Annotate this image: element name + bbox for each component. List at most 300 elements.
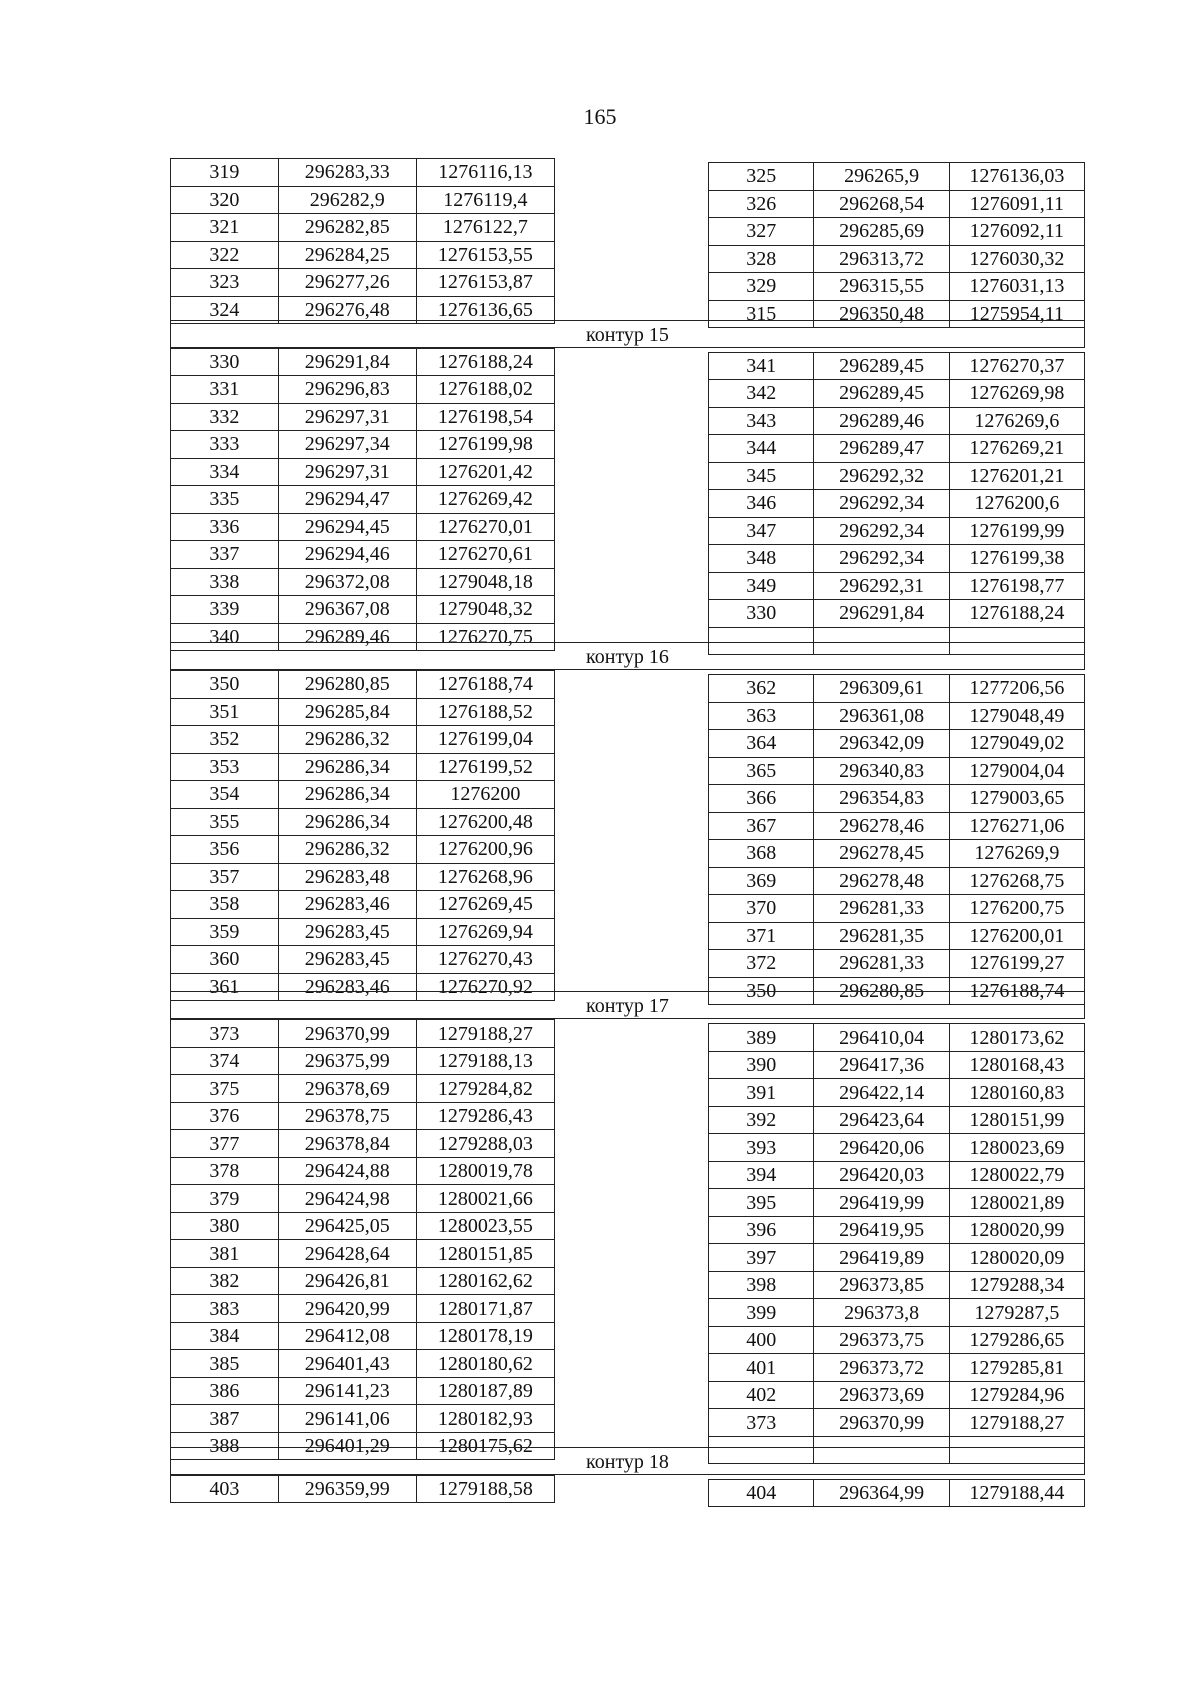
table-row bbox=[709, 1024, 1085, 1052]
point-number-cell: 349 bbox=[709, 572, 814, 600]
point-number-cell: 346 bbox=[709, 490, 814, 518]
y-coordinate-cell: 1280021,89 bbox=[949, 1189, 1084, 1217]
table-row bbox=[171, 891, 555, 919]
x-coordinate-cell: 296283,45 bbox=[278, 946, 416, 974]
point-number-cell: 365 bbox=[709, 757, 814, 785]
right-coordinate-table bbox=[708, 352, 1085, 656]
point-number-cell: 328 bbox=[709, 245, 814, 273]
page-number: 165 bbox=[583, 104, 617, 129]
y-coordinate-cell: 1280171,87 bbox=[416, 1295, 554, 1323]
table-row bbox=[171, 1322, 555, 1350]
point-number-cell: 356 bbox=[171, 836, 279, 864]
x-coordinate-cell: 296297,34 bbox=[278, 431, 416, 459]
y-coordinate-cell: 1276116,13 bbox=[416, 159, 554, 187]
x-coordinate-cell: 296420,06 bbox=[814, 1134, 949, 1162]
y-coordinate-cell: 1280020,99 bbox=[949, 1216, 1084, 1244]
table-row bbox=[171, 1157, 555, 1185]
x-coordinate-cell: 296417,36 bbox=[814, 1051, 949, 1079]
table-row bbox=[709, 1381, 1085, 1409]
point-number-cell: 393 bbox=[709, 1134, 814, 1162]
point-number-cell: 388 bbox=[171, 1432, 279, 1460]
contour-section bbox=[170, 642, 1085, 1002]
y-coordinate-cell: 1279286,43 bbox=[416, 1102, 554, 1130]
point-number-cell: 347 bbox=[709, 517, 814, 545]
right-coordinate-table bbox=[708, 162, 1085, 328]
x-coordinate-cell: 296286,32 bbox=[278, 726, 416, 754]
y-coordinate-cell: 1279048,18 bbox=[416, 568, 554, 596]
y-coordinate-cell: 1279003,65 bbox=[949, 785, 1084, 813]
x-coordinate-cell: 296281,35 bbox=[814, 922, 949, 950]
point-number-cell: 336 bbox=[171, 513, 279, 541]
y-coordinate-cell: 1276199,04 bbox=[416, 726, 554, 754]
table-row bbox=[709, 407, 1085, 435]
table-row bbox=[171, 1075, 555, 1103]
y-coordinate-cell: 1276200,75 bbox=[949, 895, 1084, 923]
y-coordinate-cell: 1275954,11 bbox=[949, 300, 1084, 328]
table-row bbox=[709, 702, 1085, 730]
y-coordinate-cell: 1276031,13 bbox=[949, 273, 1084, 301]
y-coordinate-cell: 1279288,03 bbox=[416, 1130, 554, 1158]
table-row bbox=[171, 726, 555, 754]
x-coordinate-cell: 296315,55 bbox=[814, 273, 949, 301]
x-coordinate-cell: 296286,32 bbox=[278, 836, 416, 864]
point-number-cell: 368 bbox=[709, 840, 814, 868]
point-number-cell: 339 bbox=[171, 596, 279, 624]
point-number-cell: 345 bbox=[709, 462, 814, 490]
table-row bbox=[171, 1130, 555, 1158]
x-coordinate-cell: 296410,04 bbox=[814, 1024, 949, 1052]
x-coordinate-cell: 296292,34 bbox=[814, 490, 949, 518]
point-number-cell: 401 bbox=[709, 1354, 814, 1382]
point-number-cell: 403 bbox=[171, 1475, 279, 1503]
point-number-cell: 337 bbox=[171, 541, 279, 569]
y-coordinate-cell: 1276030,32 bbox=[949, 245, 1084, 273]
y-coordinate-cell: 1276199,99 bbox=[949, 517, 1084, 545]
point-number-cell: 334 bbox=[171, 458, 279, 486]
table-row bbox=[709, 545, 1085, 573]
table-row bbox=[709, 1299, 1085, 1327]
x-coordinate-cell: 296401,29 bbox=[278, 1432, 416, 1460]
x-coordinate-cell: 296289,45 bbox=[814, 352, 949, 380]
table-row bbox=[171, 863, 555, 891]
y-coordinate-cell: 1280023,69 bbox=[949, 1134, 1084, 1162]
y-coordinate-cell: 1276136,65 bbox=[416, 296, 554, 324]
table-row bbox=[709, 1354, 1085, 1382]
table-row bbox=[171, 269, 555, 297]
left-coordinate-table bbox=[170, 1475, 555, 1504]
contour-section bbox=[170, 158, 1085, 325]
y-coordinate-cell: 1279287,5 bbox=[949, 1299, 1084, 1327]
x-coordinate-cell: 296424,98 bbox=[278, 1185, 416, 1213]
table-row bbox=[171, 753, 555, 781]
contour-section bbox=[170, 320, 1085, 648]
left-coordinate-table bbox=[170, 348, 555, 652]
x-coordinate-cell: 296141,06 bbox=[278, 1405, 416, 1433]
y-coordinate-cell: 1279049,02 bbox=[949, 730, 1084, 758]
y-coordinate-cell: 1276092,11 bbox=[949, 218, 1084, 246]
point-number-cell: 357 bbox=[171, 863, 279, 891]
point-number-cell: 331 bbox=[171, 376, 279, 404]
y-coordinate-cell: 1276198,77 bbox=[949, 572, 1084, 600]
x-coordinate-cell: 296281,33 bbox=[814, 895, 949, 923]
y-coordinate-cell: 1280151,85 bbox=[416, 1240, 554, 1268]
y-coordinate-cell: 1276269,42 bbox=[416, 486, 554, 514]
point-number-cell: 325 bbox=[709, 163, 814, 191]
table-row bbox=[709, 245, 1085, 273]
x-coordinate-cell: 296423,64 bbox=[814, 1106, 949, 1134]
y-coordinate-cell: 1276188,02 bbox=[416, 376, 554, 404]
point-number-cell: 387 bbox=[171, 1405, 279, 1433]
point-number-cell: 381 bbox=[171, 1240, 279, 1268]
y-coordinate-cell: 1276270,01 bbox=[416, 513, 554, 541]
table-row bbox=[709, 812, 1085, 840]
x-coordinate-cell: 296265,9 bbox=[814, 163, 949, 191]
y-coordinate-cell: 1280023,55 bbox=[416, 1212, 554, 1240]
contour-section bbox=[170, 1447, 1085, 1504]
table-row bbox=[709, 572, 1085, 600]
contour-section bbox=[170, 991, 1085, 1458]
table-row bbox=[709, 1271, 1085, 1299]
y-coordinate-cell: 1276201,21 bbox=[949, 462, 1084, 490]
table-row bbox=[709, 1244, 1085, 1272]
x-coordinate-cell: 296281,33 bbox=[814, 950, 949, 978]
coordinate-tables bbox=[170, 158, 1085, 1504]
table-row bbox=[171, 781, 555, 809]
right-coordinate-table bbox=[708, 1479, 1085, 1508]
right-coordinate-table bbox=[708, 1023, 1085, 1464]
table-row bbox=[171, 596, 555, 624]
x-coordinate-cell: 296309,61 bbox=[814, 675, 949, 703]
point-number-cell: 319 bbox=[171, 159, 279, 187]
table-row bbox=[709, 950, 1085, 978]
table-row bbox=[709, 1106, 1085, 1134]
x-coordinate-cell: 296277,26 bbox=[278, 269, 416, 297]
point-number-cell: 330 bbox=[171, 348, 279, 376]
table-row bbox=[709, 785, 1085, 813]
table-row bbox=[171, 403, 555, 431]
table-row bbox=[171, 241, 555, 269]
contour-heading: контур 18 bbox=[170, 1447, 1085, 1475]
point-number-cell: 344 bbox=[709, 435, 814, 463]
x-coordinate-cell: 296313,72 bbox=[814, 245, 949, 273]
point-number-cell: 327 bbox=[709, 218, 814, 246]
point-number-cell: 362 bbox=[709, 675, 814, 703]
y-coordinate-cell: 1276268,96 bbox=[416, 863, 554, 891]
y-coordinate-cell: 1276270,92 bbox=[416, 973, 554, 1001]
table-row bbox=[709, 867, 1085, 895]
x-coordinate-cell: 296294,47 bbox=[278, 486, 416, 514]
y-coordinate-cell: 1279285,81 bbox=[949, 1354, 1084, 1382]
point-number-cell: 330 bbox=[709, 600, 814, 628]
y-coordinate-cell: 1276198,54 bbox=[416, 403, 554, 431]
y-coordinate-cell: 1276199,38 bbox=[949, 545, 1084, 573]
point-number-cell: 332 bbox=[171, 403, 279, 431]
point-number-cell: 350 bbox=[709, 977, 814, 1005]
y-coordinate-cell: 1280022,79 bbox=[949, 1161, 1084, 1189]
table-row bbox=[171, 671, 555, 699]
y-coordinate-cell: 1276119,4 bbox=[416, 186, 554, 214]
table-row bbox=[709, 190, 1085, 218]
y-coordinate-cell: 1279048,32 bbox=[416, 596, 554, 624]
y-coordinate-cell: 1280162,62 bbox=[416, 1267, 554, 1295]
y-coordinate-cell: 1276269,9 bbox=[949, 840, 1084, 868]
table-row bbox=[171, 458, 555, 486]
table-row bbox=[171, 1295, 555, 1323]
x-coordinate-cell: 296424,88 bbox=[278, 1157, 416, 1185]
x-coordinate-cell: 296292,31 bbox=[814, 572, 949, 600]
y-coordinate-cell: 1280173,62 bbox=[949, 1024, 1084, 1052]
point-number-cell: 324 bbox=[171, 296, 279, 324]
x-coordinate-cell: 296282,85 bbox=[278, 214, 416, 242]
point-number-cell: 380 bbox=[171, 1212, 279, 1240]
table-row bbox=[171, 918, 555, 946]
point-number-cell: 390 bbox=[709, 1051, 814, 1079]
y-coordinate-cell: 1276188,74 bbox=[949, 977, 1084, 1005]
table-row bbox=[709, 840, 1085, 868]
y-coordinate-cell: 1276200,01 bbox=[949, 922, 1084, 950]
point-number-cell: 361 bbox=[171, 973, 279, 1001]
x-coordinate-cell: 296292,34 bbox=[814, 517, 949, 545]
left-coordinate-table bbox=[170, 1019, 555, 1460]
y-coordinate-cell: 1280168,43 bbox=[949, 1051, 1084, 1079]
table-row bbox=[709, 1051, 1085, 1079]
x-coordinate-cell: 296373,85 bbox=[814, 1271, 949, 1299]
x-coordinate-cell: 296401,43 bbox=[278, 1350, 416, 1378]
left-coordinate-table bbox=[170, 158, 555, 324]
point-number-cell: 374 bbox=[171, 1047, 279, 1075]
table-row bbox=[171, 376, 555, 404]
y-coordinate-cell: 1279188,27 bbox=[949, 1409, 1084, 1437]
point-number-cell: 353 bbox=[171, 753, 279, 781]
x-coordinate-cell: 296268,54 bbox=[814, 190, 949, 218]
x-coordinate-cell: 296278,46 bbox=[814, 812, 949, 840]
table-row bbox=[709, 1189, 1085, 1217]
table-row bbox=[171, 541, 555, 569]
table-row bbox=[171, 513, 555, 541]
point-number-cell: 372 bbox=[709, 950, 814, 978]
y-coordinate-cell: 1276269,45 bbox=[416, 891, 554, 919]
table-row bbox=[709, 1326, 1085, 1354]
point-number-cell: 397 bbox=[709, 1244, 814, 1272]
point-number-cell: 373 bbox=[171, 1020, 279, 1048]
y-coordinate-cell: 1279286,65 bbox=[949, 1326, 1084, 1354]
contour-heading: контур 17 bbox=[170, 991, 1085, 1019]
table-row bbox=[171, 1475, 555, 1503]
point-number-cell: 363 bbox=[709, 702, 814, 730]
y-coordinate-cell: 1279188,13 bbox=[416, 1047, 554, 1075]
contour-heading: контур 15 bbox=[170, 320, 1085, 348]
point-number-cell: 320 bbox=[171, 186, 279, 214]
point-number-cell: 369 bbox=[709, 867, 814, 895]
x-coordinate-cell: 296282,9 bbox=[278, 186, 416, 214]
x-coordinate-cell: 296276,48 bbox=[278, 296, 416, 324]
x-coordinate-cell: 296378,84 bbox=[278, 1130, 416, 1158]
y-coordinate-cell: 1279288,34 bbox=[949, 1271, 1084, 1299]
point-number-cell: 392 bbox=[709, 1106, 814, 1134]
x-coordinate-cell: 296294,46 bbox=[278, 541, 416, 569]
x-coordinate-cell: 296285,69 bbox=[814, 218, 949, 246]
y-coordinate-cell: 1276188,52 bbox=[416, 698, 554, 726]
y-coordinate-cell: 1276199,52 bbox=[416, 753, 554, 781]
point-number-cell: 333 bbox=[171, 431, 279, 459]
table-row bbox=[171, 1377, 555, 1405]
point-number-cell: 358 bbox=[171, 891, 279, 919]
table-row bbox=[709, 435, 1085, 463]
table-row bbox=[709, 922, 1085, 950]
y-coordinate-cell: 1276201,42 bbox=[416, 458, 554, 486]
y-coordinate-cell: 1280160,83 bbox=[949, 1079, 1084, 1107]
x-coordinate-cell: 296141,23 bbox=[278, 1377, 416, 1405]
x-coordinate-cell: 296422,14 bbox=[814, 1079, 949, 1107]
table-row bbox=[709, 163, 1085, 191]
x-coordinate-cell: 296420,99 bbox=[278, 1295, 416, 1323]
x-coordinate-cell: 296297,31 bbox=[278, 403, 416, 431]
table-row bbox=[171, 1185, 555, 1213]
point-number-cell: 394 bbox=[709, 1161, 814, 1189]
x-coordinate-cell: 296428,64 bbox=[278, 1240, 416, 1268]
y-coordinate-cell: 1276269,6 bbox=[949, 407, 1084, 435]
point-number-cell: 384 bbox=[171, 1322, 279, 1350]
x-coordinate-cell: 296291,84 bbox=[814, 600, 949, 628]
point-number-cell: 340 bbox=[171, 623, 279, 651]
table-row bbox=[709, 757, 1085, 785]
x-coordinate-cell: 296375,99 bbox=[278, 1047, 416, 1075]
x-coordinate-cell: 296285,84 bbox=[278, 698, 416, 726]
point-number-cell: 382 bbox=[171, 1267, 279, 1295]
x-coordinate-cell: 296278,45 bbox=[814, 840, 949, 868]
y-coordinate-cell: 1276188,24 bbox=[416, 348, 554, 376]
x-coordinate-cell: 296289,45 bbox=[814, 380, 949, 408]
x-coordinate-cell: 296289,46 bbox=[278, 623, 416, 651]
x-coordinate-cell: 296286,34 bbox=[278, 753, 416, 781]
table-row bbox=[709, 730, 1085, 758]
y-coordinate-cell: 1279188,58 bbox=[416, 1475, 554, 1503]
table-row bbox=[709, 490, 1085, 518]
y-coordinate-cell: 1279188,44 bbox=[949, 1479, 1084, 1507]
point-number-cell: 335 bbox=[171, 486, 279, 514]
x-coordinate-cell: 296419,95 bbox=[814, 1216, 949, 1244]
right-coordinate-table bbox=[708, 674, 1085, 1005]
y-coordinate-cell: 1276200,6 bbox=[949, 490, 1084, 518]
x-coordinate-cell: 296367,08 bbox=[278, 596, 416, 624]
point-number-cell: 348 bbox=[709, 545, 814, 573]
y-coordinate-cell: 1276270,75 bbox=[416, 623, 554, 651]
x-coordinate-cell: 296370,99 bbox=[278, 1020, 416, 1048]
x-coordinate-cell: 296280,85 bbox=[814, 977, 949, 1005]
table-row bbox=[171, 1240, 555, 1268]
x-coordinate-cell: 296289,47 bbox=[814, 435, 949, 463]
point-number-cell: 326 bbox=[709, 190, 814, 218]
point-number-cell: 399 bbox=[709, 1299, 814, 1327]
table-row bbox=[171, 1267, 555, 1295]
point-number-cell: 360 bbox=[171, 946, 279, 974]
x-coordinate-cell: 296359,99 bbox=[278, 1475, 416, 1503]
table-row bbox=[709, 218, 1085, 246]
y-coordinate-cell: 1280175,62 bbox=[416, 1432, 554, 1460]
point-number-cell: 323 bbox=[171, 269, 279, 297]
table-row bbox=[709, 273, 1085, 301]
left-coordinate-table bbox=[170, 670, 555, 1001]
point-number-cell: 366 bbox=[709, 785, 814, 813]
table-row bbox=[709, 1079, 1085, 1107]
table-row bbox=[709, 380, 1085, 408]
x-coordinate-cell: 296340,83 bbox=[814, 757, 949, 785]
point-number-cell: 367 bbox=[709, 812, 814, 840]
x-coordinate-cell: 296286,34 bbox=[278, 808, 416, 836]
table-row bbox=[709, 1216, 1085, 1244]
y-coordinate-cell: 1279188,27 bbox=[416, 1020, 554, 1048]
x-coordinate-cell: 296354,83 bbox=[814, 785, 949, 813]
table-row bbox=[709, 600, 1085, 628]
point-number-cell: 375 bbox=[171, 1075, 279, 1103]
table-row bbox=[171, 1020, 555, 1048]
point-number-cell: 395 bbox=[709, 1189, 814, 1217]
y-coordinate-cell: 1280178,19 bbox=[416, 1322, 554, 1350]
x-coordinate-cell: 296419,99 bbox=[814, 1189, 949, 1217]
point-number-cell: 400 bbox=[709, 1326, 814, 1354]
x-coordinate-cell: 296373,72 bbox=[814, 1354, 949, 1382]
y-coordinate-cell: 1280151,99 bbox=[949, 1106, 1084, 1134]
point-number-cell: 376 bbox=[171, 1102, 279, 1130]
x-coordinate-cell: 296342,09 bbox=[814, 730, 949, 758]
y-coordinate-cell: 1276200,96 bbox=[416, 836, 554, 864]
point-number-cell: 379 bbox=[171, 1185, 279, 1213]
point-number-cell: 404 bbox=[709, 1479, 814, 1507]
y-coordinate-cell: 1276188,24 bbox=[949, 600, 1084, 628]
x-coordinate-cell: 296426,81 bbox=[278, 1267, 416, 1295]
y-coordinate-cell: 1277206,56 bbox=[949, 675, 1084, 703]
y-coordinate-cell: 1280019,78 bbox=[416, 1157, 554, 1185]
x-coordinate-cell: 296378,75 bbox=[278, 1102, 416, 1130]
y-coordinate-cell: 1279048,49 bbox=[949, 702, 1084, 730]
y-coordinate-cell: 1276269,94 bbox=[416, 918, 554, 946]
x-coordinate-cell: 296412,08 bbox=[278, 1322, 416, 1350]
point-number-cell: 370 bbox=[709, 895, 814, 923]
x-coordinate-cell: 296364,99 bbox=[814, 1479, 949, 1507]
table-row bbox=[709, 462, 1085, 490]
point-number-cell: 386 bbox=[171, 1377, 279, 1405]
y-coordinate-cell: 1276270,61 bbox=[416, 541, 554, 569]
point-number-cell: 378 bbox=[171, 1157, 279, 1185]
point-number-cell: 371 bbox=[709, 922, 814, 950]
y-coordinate-cell: 1280182,93 bbox=[416, 1405, 554, 1433]
table-row bbox=[709, 517, 1085, 545]
table-row bbox=[171, 568, 555, 596]
x-coordinate-cell: 296289,46 bbox=[814, 407, 949, 435]
x-coordinate-cell: 296373,8 bbox=[814, 1299, 949, 1327]
table-row bbox=[171, 698, 555, 726]
point-number-cell: 364 bbox=[709, 730, 814, 758]
table-row bbox=[709, 675, 1085, 703]
table-row bbox=[171, 946, 555, 974]
point-number-cell: 373 bbox=[709, 1409, 814, 1437]
table-row bbox=[171, 159, 555, 187]
y-coordinate-cell: 1276269,98 bbox=[949, 380, 1084, 408]
table-row bbox=[709, 1409, 1085, 1437]
y-coordinate-cell: 1280187,89 bbox=[416, 1377, 554, 1405]
point-number-cell: 398 bbox=[709, 1271, 814, 1299]
x-coordinate-cell: 296350,48 bbox=[814, 300, 949, 328]
y-coordinate-cell: 1279284,96 bbox=[949, 1381, 1084, 1409]
table-row bbox=[709, 895, 1085, 923]
point-number-cell: 377 bbox=[171, 1130, 279, 1158]
table-row bbox=[171, 186, 555, 214]
y-coordinate-cell: 1276153,55 bbox=[416, 241, 554, 269]
y-coordinate-cell: 1276269,21 bbox=[949, 435, 1084, 463]
table-row bbox=[171, 1350, 555, 1378]
point-number-cell: 354 bbox=[171, 781, 279, 809]
x-coordinate-cell: 296283,48 bbox=[278, 863, 416, 891]
